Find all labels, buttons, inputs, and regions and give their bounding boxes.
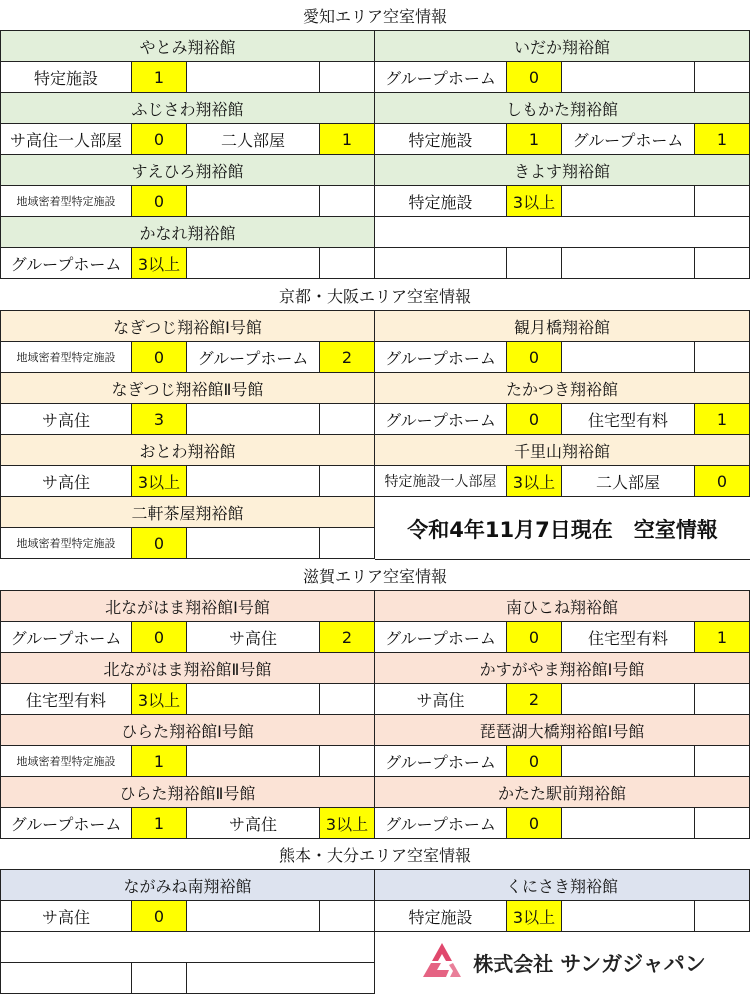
room-type-label: グループホーム [0, 248, 132, 279]
vacancy-count [320, 684, 375, 715]
room-type-label: グループホーム [187, 342, 320, 373]
logo-prefix: 株式会社 [473, 952, 554, 976]
room-type-label: サ高住 [0, 901, 132, 932]
logo-name: サンガジャパン [560, 952, 706, 976]
room-type-label: 地域密着型特定施設 [0, 186, 132, 217]
facility-name: 千里山翔裕館 [375, 435, 750, 466]
room-type-label: 特定施設 [375, 901, 507, 932]
empty-cell [507, 248, 562, 279]
vacancy-count [695, 901, 750, 932]
vacancy-count: 0 [507, 808, 562, 839]
vacancy-count: 0 [507, 746, 562, 777]
vacancy-count [695, 808, 750, 839]
empty-cell [0, 963, 132, 994]
vacancy-count [695, 746, 750, 777]
room-type-label [562, 808, 695, 839]
vacancy-count: 1 [132, 746, 187, 777]
room-type-label: グループホーム [375, 808, 507, 839]
room-type-label [187, 404, 320, 435]
vacancy-count: 0 [507, 622, 562, 653]
section-title: 熊本・大分エリア空室情報 [0, 839, 750, 870]
room-type-label [187, 528, 320, 559]
room-type-label: 特定施設 [375, 186, 507, 217]
room-type-label: 住宅型有料 [562, 622, 695, 653]
room-type-label [187, 62, 320, 93]
room-type-label: グループホーム [375, 62, 507, 93]
vacancy-count: 0 [507, 404, 562, 435]
section-title: 滋賀エリア空室情報 [0, 560, 750, 591]
room-type-label: 住宅型有料 [562, 404, 695, 435]
facility-name: やとみ翔裕館 [0, 31, 375, 62]
vacancy-count: 0 [695, 466, 750, 497]
room-type-label [562, 746, 695, 777]
facility-name: 琵琶湖大橋翔裕館Ⅰ号館 [375, 715, 750, 746]
sanga-logo-icon [419, 941, 465, 985]
empty-cell [375, 217, 750, 248]
room-type-label: 地域密着型特定施設 [0, 746, 132, 777]
vacancy-count: 3 [132, 404, 187, 435]
date-banner: 令和4年11月7日現在 空室情報 [375, 498, 750, 560]
room-type-label [562, 684, 695, 715]
room-type-label: 二人部屋 [562, 466, 695, 497]
facility-name: きよす翔裕館 [375, 155, 750, 186]
vacancy-count: 3以上 [320, 808, 375, 839]
facility-name: いだか翔裕館 [375, 31, 750, 62]
vacancy-count [320, 528, 375, 559]
facility-name: かなれ翔裕館 [0, 217, 375, 248]
vacancy-count: 3以上 [132, 684, 187, 715]
vacancy-count: 0 [132, 901, 187, 932]
room-type-label: 二人部屋 [187, 124, 320, 155]
room-type-label: 特定施設一人部屋 [375, 466, 507, 497]
facility-name: かすがやま翔裕館Ⅰ号館 [375, 653, 750, 684]
facility-name: ふじさわ翔裕館 [0, 93, 375, 124]
vacancy-count: 0 [132, 124, 187, 155]
room-type-label [187, 466, 320, 497]
vacancy-count [320, 901, 375, 932]
vacancy-count: 0 [132, 186, 187, 217]
room-type-label: サ高住 [0, 404, 132, 435]
room-type-label: グループホーム [375, 404, 507, 435]
room-type-label: 住宅型有料 [0, 684, 132, 715]
facility-name: なぎつじ翔裕館Ⅰ号館 [0, 311, 375, 342]
room-type-label [187, 746, 320, 777]
room-type-label: サ高住 [375, 684, 507, 715]
vacancy-count [695, 62, 750, 93]
vacancy-count [320, 248, 375, 279]
vacancy-count [320, 62, 375, 93]
room-type-label: グループホーム [0, 622, 132, 653]
vacancy-count: 1 [695, 404, 750, 435]
vacancy-count: 3以上 [132, 248, 187, 279]
room-type-label [187, 901, 320, 932]
room-type-label: 特定施設 [0, 62, 132, 93]
vacancy-count: 0 [132, 342, 187, 373]
vacancy-count: 3以上 [507, 186, 562, 217]
facility-name: なぎつじ翔裕館Ⅱ号館 [0, 373, 375, 404]
facility-name: ひらた翔裕館Ⅰ号館 [0, 715, 375, 746]
facility-name: 北ながはま翔裕館Ⅰ号館 [0, 591, 375, 622]
facility-name: しもかた翔裕館 [375, 93, 750, 124]
room-type-label: サ高住一人部屋 [0, 124, 132, 155]
facility-name: 二軒茶屋翔裕館 [0, 497, 375, 528]
vacancy-count: 3以上 [132, 466, 187, 497]
empty-cell [132, 963, 187, 994]
vacancy-count: 0 [507, 342, 562, 373]
vacancy-count: 1 [132, 808, 187, 839]
room-type-label: サ高住 [0, 466, 132, 497]
section-title: 京都・大阪エリア空室情報 [0, 280, 750, 311]
room-type-label: 特定施設 [375, 124, 507, 155]
facility-name: 北ながはま翔裕館Ⅱ号館 [0, 653, 375, 684]
vacancy-count [695, 684, 750, 715]
empty-cell [375, 248, 507, 279]
room-type-label: グループホーム [375, 746, 507, 777]
facility-name: すえひろ翔裕館 [0, 155, 375, 186]
vacancy-count [320, 466, 375, 497]
vacancy-count: 0 [507, 62, 562, 93]
room-type-label: グループホーム [375, 622, 507, 653]
empty-cell [0, 932, 375, 963]
facility-name: 観月橋翔裕館 [375, 311, 750, 342]
vacancy-count: 2 [320, 342, 375, 373]
room-type-label [562, 342, 695, 373]
vacancy-count: 1 [507, 124, 562, 155]
vacancy-count: 1 [695, 124, 750, 155]
facility-name: たかつき翔裕館 [375, 373, 750, 404]
vacancy-count [695, 186, 750, 217]
empty-cell [187, 963, 375, 994]
section-title: 愛知エリア空室情報 [0, 0, 750, 31]
room-type-label [187, 684, 320, 715]
room-type-label: グループホーム [375, 342, 507, 373]
facility-name: かたた駅前翔裕館 [375, 777, 750, 808]
vacancy-count: 3以上 [507, 901, 562, 932]
room-type-label: 地域密着型特定施設 [0, 342, 132, 373]
facility-name: くにさき翔裕館 [375, 870, 750, 901]
facility-name: おとわ翔裕館 [0, 435, 375, 466]
vacancy-count: 1 [132, 62, 187, 93]
room-type-label: 地域密着型特定施設 [0, 528, 132, 559]
facility-name: ひらた翔裕館Ⅱ号館 [0, 777, 375, 808]
room-type-label [562, 186, 695, 217]
room-type-label [562, 901, 695, 932]
vacancy-count [320, 746, 375, 777]
vacancy-count: 2 [320, 622, 375, 653]
vacancy-count: 2 [507, 684, 562, 715]
empty-cell [695, 248, 750, 279]
vacancy-count: 3以上 [507, 466, 562, 497]
vacancy-count [695, 342, 750, 373]
room-type-label [187, 186, 320, 217]
room-type-label: サ高住 [187, 622, 320, 653]
vacancy-count [320, 186, 375, 217]
room-type-label: グループホーム [562, 124, 695, 155]
vacancy-count: 0 [132, 622, 187, 653]
company-logo [375, 932, 750, 994]
room-type-label [187, 248, 320, 279]
empty-cell [562, 248, 695, 279]
facility-name: ながみね南翔裕館 [0, 870, 375, 901]
room-type-label: サ高住 [187, 808, 320, 839]
room-type-label [562, 62, 695, 93]
vacancy-count: 1 [320, 124, 375, 155]
vacancy-count: 0 [132, 528, 187, 559]
vacancy-count [320, 404, 375, 435]
facility-name: 南ひこね翔裕館 [375, 591, 750, 622]
room-type-label: グループホーム [0, 808, 132, 839]
vacancy-count: 1 [695, 622, 750, 653]
